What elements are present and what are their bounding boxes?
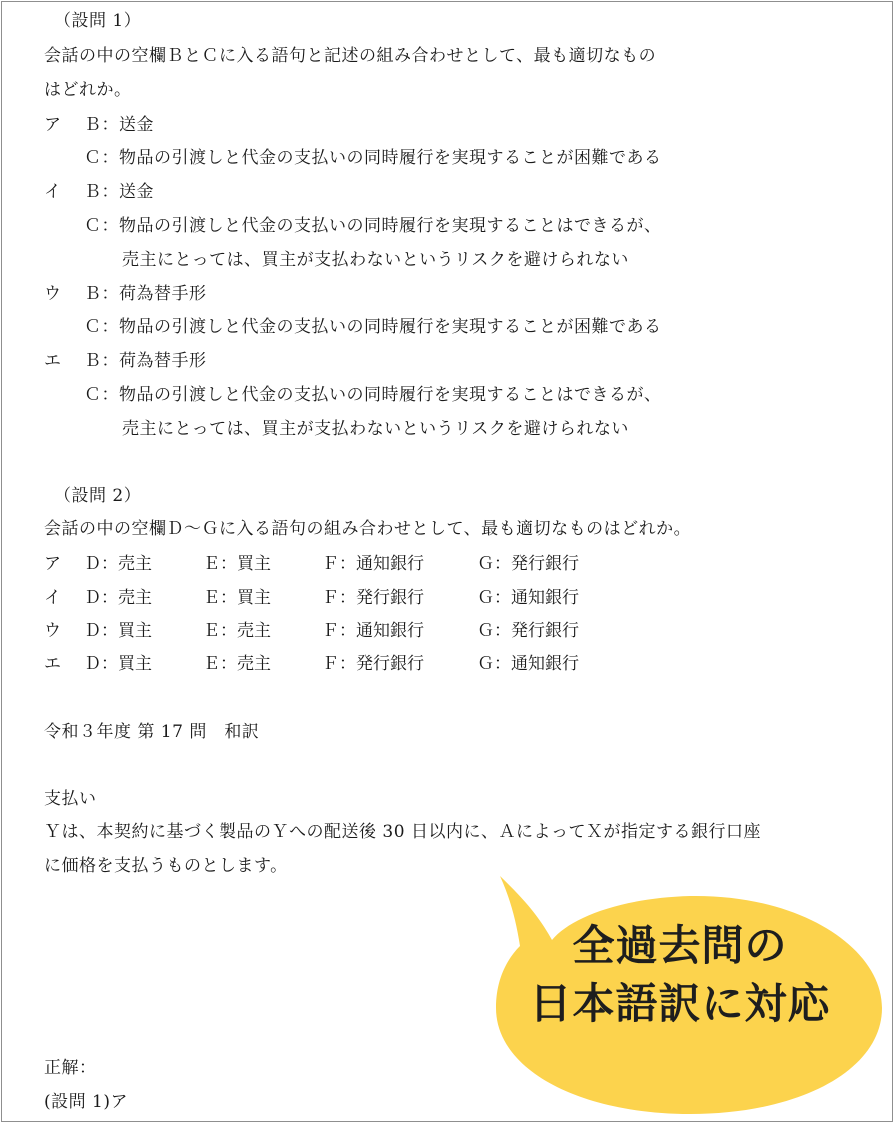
option-b: Ｂ：送金 xyxy=(84,115,154,135)
q1-option-u xyxy=(44,284,207,304)
option-f: Ｆ：通知銀行 xyxy=(322,621,424,641)
option-g: Ｇ：通知銀行 xyxy=(477,654,579,674)
option-d: Ｄ：買主 xyxy=(84,654,152,674)
option-f: Ｆ：発行銀行 xyxy=(322,588,424,608)
option-g: Ｇ：通知銀行 xyxy=(477,588,579,608)
option-e: Ｅ：売主 xyxy=(203,654,271,674)
translation-title: 令和３年度 第 17 問 和訳 xyxy=(44,722,260,742)
option-c-line: Ｃ：物品の引渡しと代金の支払いの同時履行を実現することが困難である xyxy=(84,148,662,168)
option-g: Ｇ：発行銀行 xyxy=(477,621,579,641)
option-c-line: 売主にとっては、買主が支払わないというリスクを避けられない xyxy=(122,419,629,439)
option-d: Ｄ：買主 xyxy=(84,621,152,641)
option-f: Ｆ：通知銀行 xyxy=(322,554,424,574)
option-mark: イ xyxy=(44,182,62,202)
answer-value: (設問 1)ア xyxy=(44,1092,128,1112)
option-b: Ｂ：荷為替手形 xyxy=(84,351,207,371)
translation-subtitle: 支払い xyxy=(44,789,97,809)
q1-question-line2: はどれか。 xyxy=(44,80,132,100)
option-mark: ウ xyxy=(44,284,62,304)
option-mark: エ xyxy=(44,654,61,674)
option-f: Ｆ：発行銀行 xyxy=(322,654,424,674)
q2-question: 会話の中の空欄Ｄ～Ｇに入る語句の組み合わせとして、最も適切なものはどれか。 xyxy=(44,519,692,539)
bubble-line2: 日本語訳に対応 xyxy=(529,979,831,1028)
option-e: Ｅ：売主 xyxy=(203,621,271,641)
option-d: Ｄ：売主 xyxy=(84,588,152,608)
answer-label: 正解： xyxy=(44,1058,97,1078)
option-mark: ウ xyxy=(44,621,61,641)
option-mark: イ xyxy=(44,588,61,608)
option-mark: ア xyxy=(44,554,61,574)
option-mark: エ xyxy=(44,351,62,371)
option-d: Ｄ：売主 xyxy=(84,554,152,574)
option-e: Ｅ：買主 xyxy=(203,554,271,574)
q1-heading: （設問 1） xyxy=(54,11,142,31)
option-c-line: Ｃ：物品の引渡しと代金の支払いの同時履行を実現することはできるが、 xyxy=(84,216,662,236)
option-b: Ｂ：送金 xyxy=(84,182,154,202)
option-b: Ｂ：荷為替手形 xyxy=(84,284,207,304)
option-mark: ア xyxy=(44,115,62,135)
bubble-line1: 全過去問の xyxy=(572,921,788,970)
option-g: Ｇ：発行銀行 xyxy=(477,554,579,574)
q1-question-line1: 会話の中の空欄ＢとＣに入る語句と記述の組み合わせとして、最も適切なもの xyxy=(44,46,657,66)
q2-heading: （設問 2） xyxy=(54,486,142,506)
option-c-line: Ｃ：物品の引渡しと代金の支払いの同時履行を実現することが困難である xyxy=(84,317,662,337)
option-e: Ｅ：買主 xyxy=(203,588,271,608)
option-c-line: 売主にとっては、買主が支払わないというリスクを避けられない xyxy=(122,250,629,270)
promo-speech-bubble xyxy=(470,848,890,1118)
translation-body-line2: に価格を支払うものとします。 xyxy=(44,856,288,876)
option-c-line: Ｃ：物品の引渡しと代金の支払いの同時履行を実現することはできるが、 xyxy=(84,385,662,405)
translation-body-line1: Ｙは、本契約に基づく製品のＹへの配送後 30 日以内に、ＡによってＸが指定する銀行口座 xyxy=(44,822,761,842)
q1-option-a xyxy=(44,115,154,135)
q1-option-i xyxy=(44,182,154,202)
q1-option-e xyxy=(44,351,207,371)
